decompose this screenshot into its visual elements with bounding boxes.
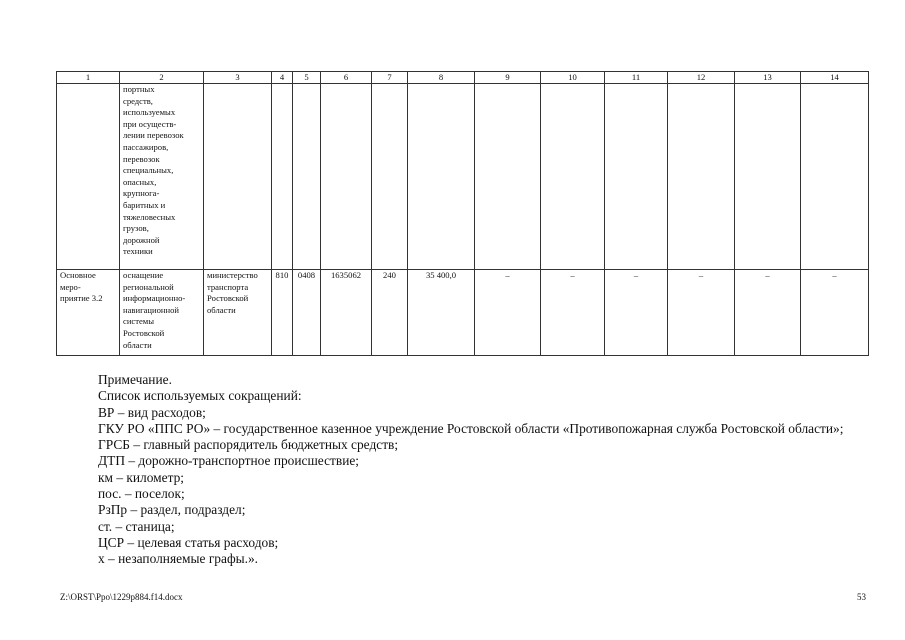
table-cell-description [120,270,204,356]
cell-line: баритных и [123,199,166,210]
cell-line: крупнога- [123,188,160,199]
cell-line: техники [123,246,153,257]
cell-line: грузов, [123,223,149,234]
cell-line: используемых [123,107,176,118]
table-cell [321,84,372,270]
column-header: 10 [541,72,605,84]
table-cell [293,84,321,270]
column-header: 4 [272,72,293,84]
table-cell [408,84,475,270]
cell-line: опасных, [123,176,157,187]
column-header: 13 [735,72,801,84]
column-header: 3 [204,72,272,84]
cell-line: информационно- [123,293,186,304]
cell-line: навигационной [123,304,179,315]
column-header: 8 [408,72,475,84]
notes-section [60,372,868,568]
table-cell [372,84,408,270]
note-line: ГРСБ – главный распорядитель бюджетных средств; [98,437,399,453]
table-cell-description [120,84,204,270]
table-cell: 810 [272,270,293,356]
note-line: км – километр; [98,469,185,485]
table-row [57,84,869,270]
table-row [57,270,869,356]
column-header: 9 [475,72,541,84]
note-line: ЦСР – целевая статья расходов; [98,534,279,550]
table-cell [801,84,869,270]
table-cell-measure [57,270,120,356]
cell-line: Ростовской [207,293,249,304]
note-line: ВР – вид расходов; [98,404,206,420]
cell-line: портных [123,84,155,94]
table-cell: – [541,270,605,356]
table-header-row [57,72,869,84]
note-line: ДТП – дорожно-транспортное происшествие; [98,453,360,469]
table-cell: – [801,270,869,356]
column-header: 2 [120,72,204,84]
table-cell: – [475,270,541,356]
note-line: ГКУ РО «ППС РО» – государственное казенное учреждение Ростовской области «Противопожарная служба Ростовской области»; [98,420,844,436]
table-cell: 240 [372,270,408,356]
column-header: 7 [372,72,408,84]
note-line: РзПр – раздел, подраздел; [98,502,246,518]
cell-line: области [207,304,236,315]
column-header: 5 [293,72,321,84]
cell-line: области [123,339,152,350]
table-cell: 35 400,0 [408,270,475,356]
table-cell: – [735,270,801,356]
column-header: 14 [801,72,869,84]
table-cell [204,84,272,270]
table-cell: 1635062 [321,270,372,356]
column-header: 6 [321,72,372,84]
cell-line: при осуществ- [123,118,177,129]
cell-line: министерство [207,270,258,280]
cell-line: тяжеловесных [123,211,176,222]
cell-line: Ростовской [123,327,165,338]
note-line: ст. – станица; [98,518,175,534]
cell-line: средств, [123,95,153,106]
note-line: пос. – поселок; [98,486,185,502]
cell-line: перевозок [123,153,160,164]
column-header: 11 [605,72,668,84]
note-heading: Примечание. [98,372,172,387]
table-cell [541,84,605,270]
cell-line: лении перевозок [123,130,184,141]
column-header: 12 [668,72,735,84]
cell-line: дорожной [123,234,160,245]
table-cell [57,84,120,270]
table-cell-executor [204,270,272,356]
footer-file-path: Z:\ORST\Ppo\1229p884.f14.docx [60,592,183,602]
cell-line: Основное [60,270,96,280]
table-cell [272,84,293,270]
table-cell: 0408 [293,270,321,356]
cell-line: оснащение [123,270,164,280]
note-line: Список используемых сокращений: [98,388,302,404]
cell-line: приятие 3.2 [60,293,103,304]
cell-line: системы [123,316,155,327]
table-cell [475,84,541,270]
table-cell: – [605,270,668,356]
cell-line: специальных, [123,165,174,176]
table-cell [735,84,801,270]
cell-line: транспорта [207,281,249,292]
cell-line: региональной [123,281,174,292]
cell-line: меро- [60,281,81,292]
budget-table [56,71,869,356]
table-cell [668,84,735,270]
column-header: 1 [57,72,120,84]
page-number: 53 [857,592,866,602]
note-line: х – незаполняемые графы.». [98,551,259,567]
table-cell [605,84,668,270]
cell-line: пассажиров, [123,141,169,152]
table-cell: – [668,270,735,356]
